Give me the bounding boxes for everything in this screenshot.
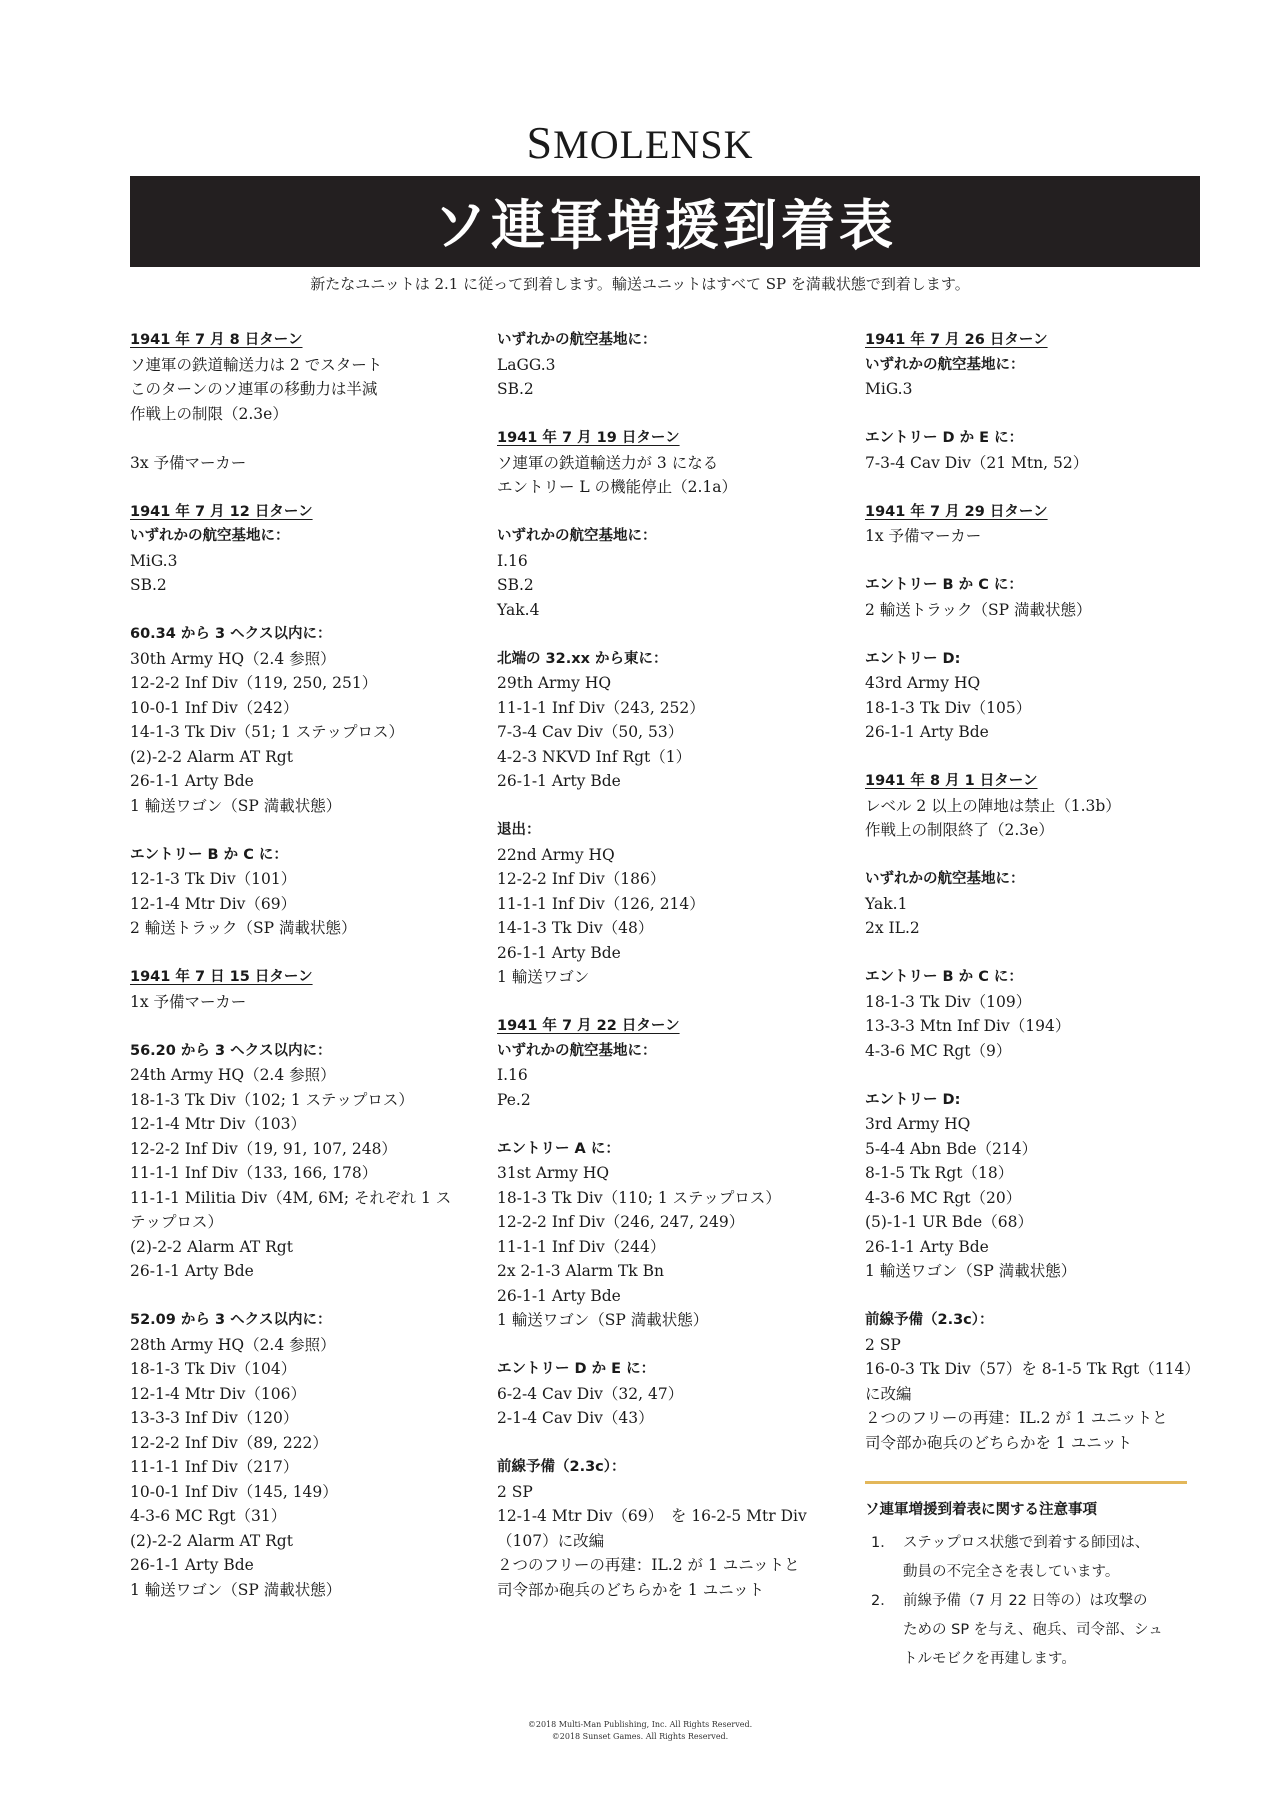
brand-logo bbox=[0, 116, 1280, 169]
section-heading: いずれかの航空基地に： bbox=[865, 356, 1025, 373]
unit-line: 26-1-1 Arty Bde bbox=[497, 943, 621, 962]
section bbox=[497, 1357, 837, 1431]
unit-line: 12-2-2 Inf Div（186） bbox=[497, 870, 666, 888]
section bbox=[497, 1137, 837, 1333]
section-heading: 北端の 32.xx から東に： bbox=[497, 650, 668, 667]
copyright-line-1: ©2018 Multi-Man Publishing, Inc. All Rights Reserved. bbox=[527, 1720, 753, 1729]
unit-line: Pe.2 bbox=[497, 1090, 531, 1109]
unit-line: (5)-1-1 UR Bde（68） bbox=[865, 1213, 1033, 1231]
copyright-line-2: ©2018 Sunset Games. All Rights Reserved. bbox=[551, 1732, 729, 1741]
unit-line: 1x 予備マーカー bbox=[130, 992, 247, 1011]
column-3-content bbox=[865, 328, 1205, 1455]
unit-line: (2)-2-2 Alarm AT Rgt bbox=[130, 1237, 293, 1256]
unit-line: 2 輸送トラック（SP 満載状態） bbox=[865, 600, 1092, 619]
section bbox=[865, 1308, 1205, 1455]
section-heading: 60.34 から 3 ヘクス以内に： bbox=[130, 626, 332, 642]
unit-line: 11-1-1 Inf Div（133, 166, 178） bbox=[130, 1164, 378, 1182]
unit-line: 28th Army HQ（2.4 参照） bbox=[130, 1335, 336, 1354]
unit-line: 12-1-4 Mtr Div（106） bbox=[130, 1384, 307, 1403]
section bbox=[497, 524, 837, 622]
unit-line: 1 輸送ワゴン（SP 満載状態） bbox=[497, 1311, 709, 1329]
unit-line: 12-1-4 Mtr Div（69） を 16-2-5 Mtr Div bbox=[497, 1507, 807, 1525]
unit-line: 18-1-3 Tk Div（109） bbox=[865, 992, 1032, 1011]
unit-line: 3x 予備マーカー bbox=[130, 453, 247, 472]
turn-heading: 1941 年 7 月 22 日ターン bbox=[497, 1018, 680, 1034]
section-heading: エントリー D: bbox=[865, 1091, 961, 1108]
notes-divider bbox=[865, 1481, 1187, 1484]
unit-line: 26-1-1 Arty Bde bbox=[130, 772, 254, 790]
section bbox=[497, 1014, 837, 1039]
unit-line: 13-3-3 Mtn Inf Div（194） bbox=[865, 1017, 1071, 1035]
section bbox=[497, 328, 837, 402]
unit-line: 26-1-1 Arty Bde bbox=[497, 772, 621, 790]
unit-line: 11-1-1 Inf Div（126, 214） bbox=[497, 894, 705, 913]
unit-line: 12-1-4 Mtr Div（69） bbox=[130, 894, 297, 913]
unit-line: 12-2-2 Inf Div（119, 250, 251） bbox=[130, 674, 378, 692]
note-number: 2． bbox=[871, 1592, 895, 1609]
unit-line: Yak.1 bbox=[865, 894, 908, 913]
unit-line: 1x 予備マーカー bbox=[865, 527, 982, 545]
unit-line: 7-3-4 Cav Div（50, 53） bbox=[497, 723, 684, 741]
unit-line: 12-1-3 Tk Div（101） bbox=[130, 870, 297, 888]
unit-line: (2)-2-2 Alarm AT Rgt bbox=[130, 1531, 293, 1550]
section bbox=[865, 647, 1205, 745]
unit-line: ソ連軍の鉄道輸送力は 2 でスタート bbox=[130, 355, 383, 374]
unit-line: 10-0-1 Inf Div（242） bbox=[130, 698, 299, 717]
turn-heading: 1941 年 7 月 19 日ターン bbox=[497, 430, 680, 446]
section-heading: いずれかの航空基地に： bbox=[865, 871, 1025, 887]
section-heading: 前線予備（2.3c）： bbox=[497, 1459, 626, 1475]
unit-line: 12-2-2 Inf Div（246, 247, 249） bbox=[497, 1213, 745, 1231]
section bbox=[130, 1308, 470, 1602]
unit-line: 3rd Army HQ bbox=[865, 1115, 971, 1133]
unit-line: 10-0-1 Inf Div（145, 149） bbox=[130, 1482, 338, 1501]
unit-line: 31st Army HQ bbox=[497, 1164, 610, 1182]
unit-line: 14-1-3 Tk Div（48） bbox=[497, 919, 654, 937]
unit-line: SB.2 bbox=[497, 576, 534, 594]
unit-line: 24th Army HQ（2.4 参照） bbox=[130, 1066, 336, 1084]
section bbox=[497, 818, 837, 990]
note-text: 前線予備（7 月 22 日等の）は攻撃の bbox=[903, 1592, 1148, 1609]
section bbox=[497, 1039, 837, 1113]
unit-line: 30th Army HQ（2.4 参照） bbox=[130, 649, 336, 668]
section-heading: 退出： bbox=[497, 822, 541, 838]
section-heading: いずれかの航空基地に： bbox=[130, 528, 290, 544]
unit-line: レベル 2 以上の陣地は禁止（1.3b） bbox=[865, 796, 1121, 815]
unit-line: このターンのソ連軍の移動力は半減 bbox=[130, 380, 378, 398]
note-text: トルモビクを再建します。 bbox=[903, 1650, 1076, 1667]
unit-line: ２つのフリーの再建：IL.2 が 1 ユニットと bbox=[497, 1556, 800, 1574]
section-heading: エントリー A に： bbox=[497, 1140, 620, 1157]
unit-line: 26-1-1 Arty Bde bbox=[130, 1262, 254, 1280]
section-heading: 前線予備（2.3c）： bbox=[865, 1312, 994, 1328]
unit-line: 4-3-6 MC Rgt（9） bbox=[865, 1041, 1012, 1060]
note-text: 動員の不完全さを表しています。 bbox=[903, 1563, 1120, 1580]
unit-line: 26-1-1 Arty Bde bbox=[865, 1237, 989, 1256]
section bbox=[865, 328, 1205, 353]
column-3 bbox=[865, 328, 1205, 1674]
section-heading: エントリー D か E に： bbox=[865, 430, 1024, 446]
section bbox=[865, 353, 1205, 402]
section bbox=[130, 1039, 470, 1284]
section-heading: 52.09 から 3 ヘクス以内に： bbox=[130, 1312, 332, 1328]
unit-line: 5-4-4 Abn Bde（214） bbox=[865, 1139, 1038, 1158]
unit-line: 22nd Army HQ bbox=[497, 845, 615, 864]
section-heading: エントリー B か C に： bbox=[865, 577, 1023, 593]
unit-line: 26-1-1 Arty Bde bbox=[865, 723, 989, 741]
unit-line: 26-1-1 Arty Bde bbox=[130, 1556, 254, 1574]
unit-line: ２つのフリーの再建：IL.2 が 1 ユニットと bbox=[865, 1409, 1168, 1427]
unit-line: 2x IL.2 bbox=[865, 919, 920, 937]
section-heading: 56.20 から 3 ヘクス以内に： bbox=[130, 1042, 332, 1059]
section bbox=[497, 647, 837, 794]
unit-line: 18-1-3 Tk Div（105） bbox=[865, 698, 1032, 717]
turn-heading: 1941 年 8 月 1 日ターン bbox=[865, 773, 1038, 789]
section bbox=[130, 843, 470, 941]
unit-line: 12-1-4 Mtr Div（103） bbox=[130, 1115, 307, 1133]
unit-line: 2-1-4 Cav Div（43） bbox=[497, 1409, 654, 1427]
unit-line: 8-1-5 Tk Rgt（18） bbox=[865, 1164, 1014, 1182]
turn-heading: 1941 年 7 月 26 日ターン bbox=[865, 332, 1048, 348]
unit-line: 11-1-1 Inf Div（243, 252） bbox=[497, 698, 705, 717]
unit-line: I.16 bbox=[497, 551, 528, 570]
unit-line: 12-2-2 Inf Div（19, 91, 107, 248） bbox=[130, 1139, 397, 1158]
unit-line: 29th Army HQ bbox=[497, 674, 612, 692]
section-heading: いずれかの航空基地に： bbox=[497, 1042, 657, 1059]
section-heading: いずれかの航空基地に： bbox=[497, 528, 657, 544]
note-text: ステップロス状態で到着する師団は、 bbox=[903, 1534, 1150, 1551]
section-heading: エントリー D: bbox=[865, 650, 961, 667]
section-heading: エントリー B か C に： bbox=[130, 846, 288, 863]
brand-initial: S bbox=[526, 117, 554, 168]
note-number bbox=[865, 1616, 903, 1645]
page-subtitle: 新たなユニットは 2.1 に従って到着します。輸送ユニットはすべて SP を満載状態で到着します。 bbox=[310, 275, 970, 293]
unit-line: 18-1-3 Tk Div（104） bbox=[130, 1360, 297, 1378]
note-line bbox=[865, 1587, 1205, 1616]
unit-line: 4-3-6 MC Rgt（31） bbox=[130, 1507, 287, 1525]
note-number: 1． bbox=[871, 1534, 895, 1551]
unit-line: (2)-2-2 Alarm AT Rgt bbox=[130, 747, 293, 766]
section bbox=[130, 524, 470, 598]
page-title: ソ連軍増援到着表 bbox=[130, 176, 1200, 267]
note-line bbox=[865, 1558, 1205, 1587]
unit-line: 司令部か砲兵のどちらかを 1 ユニット bbox=[497, 1580, 765, 1599]
unit-line: 26-1-1 Arty Bde bbox=[497, 1286, 621, 1305]
unit-line: 6-2-4 Cav Div（32, 47） bbox=[497, 1384, 684, 1403]
section bbox=[497, 426, 837, 500]
unit-line: Yak.4 bbox=[497, 600, 540, 619]
unit-line: に改編 bbox=[865, 1384, 912, 1403]
column-2 bbox=[497, 328, 837, 1602]
brand-rest: MOLENSK bbox=[553, 122, 754, 167]
unit-line: 作戦上の制限終了（2.3e） bbox=[865, 821, 1054, 839]
unit-line: 2x 2-1-3 Alarm Tk Bn bbox=[497, 1262, 664, 1280]
unit-line: ソ連軍の鉄道輸送力が 3 になる bbox=[497, 453, 719, 472]
turn-heading: 1941 年 7 月 12 日ターン bbox=[130, 503, 313, 520]
unit-line: 14-1-3 Tk Div（51; 1 ステップロス） bbox=[130, 723, 404, 741]
unit-line: 1 輸送ワゴン（SP 満載状態） bbox=[130, 796, 342, 815]
section bbox=[130, 500, 470, 525]
unit-line: テップロス） bbox=[130, 1213, 224, 1231]
unit-line: 司令部か砲兵のどちらかを 1 ユニット bbox=[865, 1433, 1133, 1452]
unit-line: 4-3-6 MC Rgt（20） bbox=[865, 1188, 1022, 1207]
unit-line: （107）に改編 bbox=[497, 1531, 605, 1550]
note-line bbox=[865, 1645, 1205, 1674]
unit-line: 1 輸送ワゴン（SP 満載状態） bbox=[865, 1262, 1077, 1280]
note-line bbox=[865, 1616, 1205, 1645]
unit-line: 7-3-4 Cav Div（21 Mtn, 52） bbox=[865, 453, 1089, 472]
column-1 bbox=[130, 328, 470, 1602]
unit-line: 作戦上の制限（2.3e） bbox=[130, 404, 288, 423]
section-heading: エントリー D か E に： bbox=[497, 1361, 656, 1377]
unit-line: 16-0-3 Tk Div（57）を 8-1-5 Tk Rgt（114） bbox=[865, 1360, 1200, 1378]
notes-title: ソ連軍増援到着表に関する注意事項 bbox=[865, 1502, 1097, 1518]
section bbox=[865, 500, 1205, 549]
section bbox=[865, 426, 1205, 475]
section bbox=[865, 867, 1205, 941]
section bbox=[865, 573, 1205, 622]
unit-line: 43rd Army HQ bbox=[865, 674, 981, 692]
section bbox=[865, 965, 1205, 1063]
unit-line: 2 SP bbox=[497, 1482, 533, 1501]
unit-line: 13-3-3 Inf Div（120） bbox=[130, 1409, 299, 1427]
turn-heading: 1941 年 7 日 15 日ターン bbox=[130, 969, 313, 985]
section-heading: エントリー B か C に： bbox=[865, 969, 1023, 985]
note-text: ための SP を与え、砲兵、司令部、シュ bbox=[903, 1621, 1163, 1638]
unit-line: MiG.3 bbox=[865, 380, 913, 398]
copyright bbox=[0, 1719, 1280, 1743]
unit-line: I.16 bbox=[497, 1066, 528, 1084]
turn-heading: 1941 年 7 月 8 日ターン bbox=[130, 332, 303, 348]
section bbox=[130, 328, 470, 475]
section bbox=[130, 622, 470, 818]
unit-line: 18-1-3 Tk Div（102; 1 ステップロス） bbox=[130, 1090, 414, 1109]
section bbox=[865, 769, 1205, 843]
unit-line: 11-1-1 Militia Div（4M, 6M; それぞれ 1 ス bbox=[130, 1188, 452, 1207]
section-heading: いずれかの航空基地に： bbox=[497, 332, 657, 348]
unit-line: 1 輸送ワゴン bbox=[497, 968, 590, 986]
notes-list bbox=[865, 1529, 1205, 1674]
unit-line: SB.2 bbox=[130, 576, 167, 594]
section bbox=[130, 965, 470, 1014]
unit-line: 2 SP bbox=[865, 1335, 901, 1354]
unit-line: 18-1-3 Tk Div（110; 1 ステップロス） bbox=[497, 1188, 781, 1207]
unit-line: エントリー L の機能停止（2.1a） bbox=[497, 478, 738, 496]
turn-heading: 1941 年 7 月 29 日ターン bbox=[865, 503, 1048, 520]
note-line bbox=[865, 1529, 1205, 1558]
unit-line: SB.2 bbox=[497, 380, 534, 398]
unit-line: MiG.3 bbox=[130, 551, 178, 570]
unit-line: 1 輸送ワゴン（SP 満載状態） bbox=[130, 1580, 342, 1599]
unit-line: 12-2-2 Inf Div（89, 222） bbox=[130, 1433, 328, 1452]
unit-line bbox=[130, 426, 470, 451]
unit-line: 11-1-1 Inf Div（217） bbox=[130, 1458, 299, 1476]
unit-line: 4-2-3 NKVD Inf Rgt（1） bbox=[497, 747, 692, 766]
unit-line: 2 輸送トラック（SP 満載状態） bbox=[130, 919, 357, 937]
unit-line: 11-1-1 Inf Div（244） bbox=[497, 1237, 666, 1256]
note-number bbox=[865, 1645, 903, 1674]
section bbox=[497, 1455, 837, 1602]
note-number bbox=[865, 1558, 903, 1587]
unit-line: LaGG.3 bbox=[497, 355, 556, 374]
section bbox=[865, 1088, 1205, 1284]
